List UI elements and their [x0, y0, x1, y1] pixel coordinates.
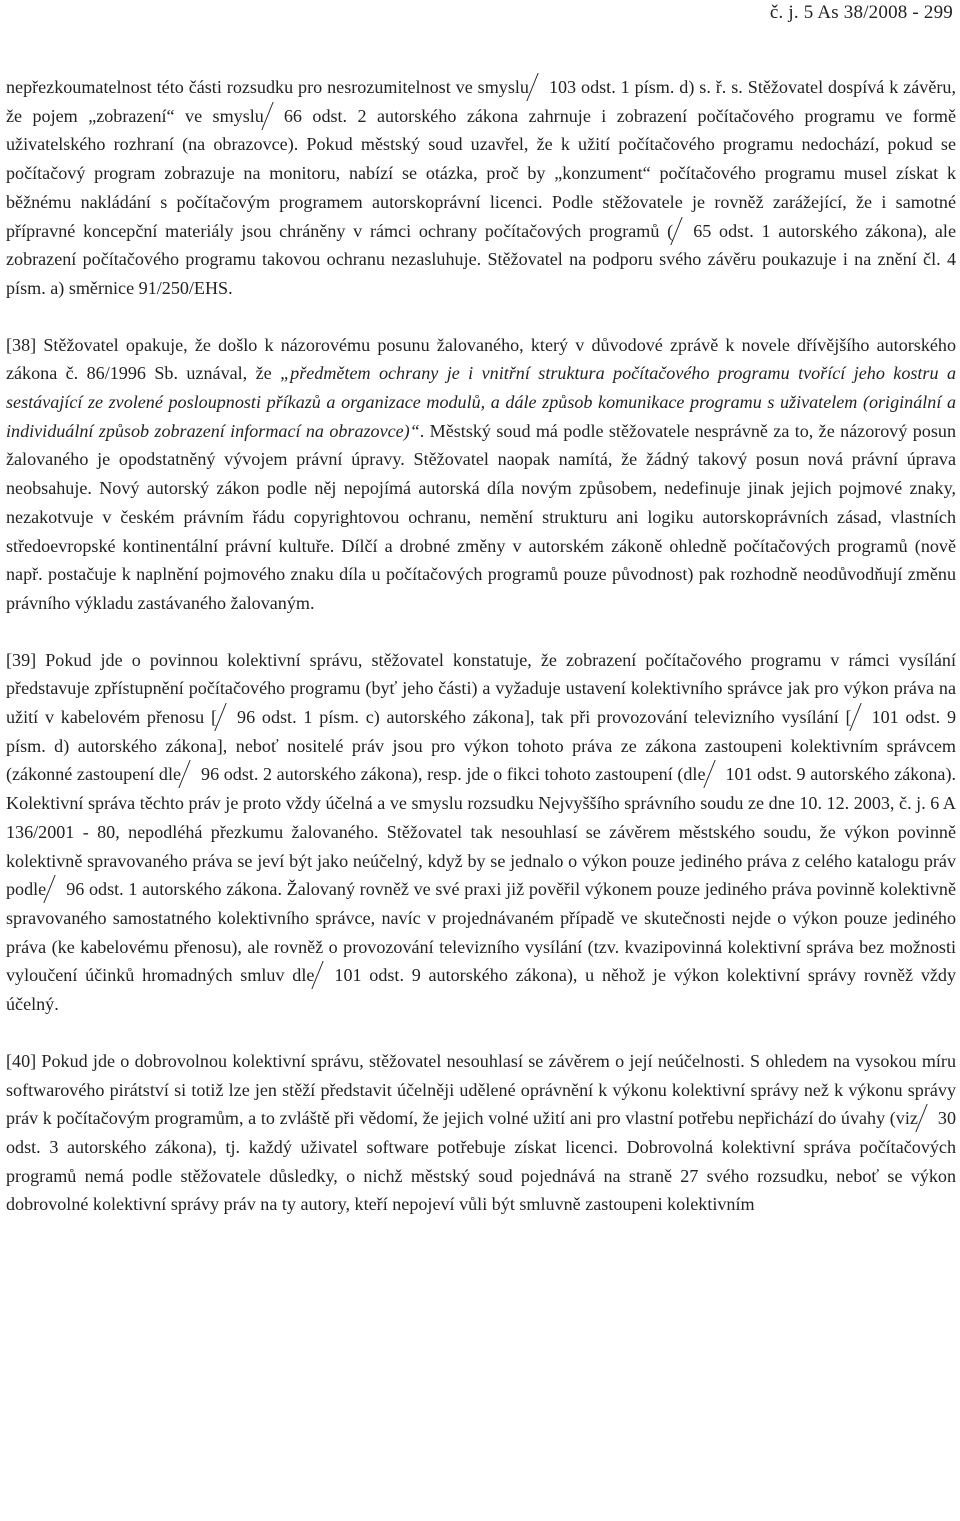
- text-segment: [39] Pokud jde o povinnou kolektivní správu, stěžovatel konstatuje, že zobrazení počítačového programu v rámci vysílání představuje zpřístupnění počítačového programu (byť jeho části) a vyžaduje ustavení kolektivního správce jak pro výkon práva na užití v kabelovém přenosu [: [6, 649, 956, 728]
- text-segment: nepřezkoumatelnost této části rozsudku pro nesrozumitelnost ve smyslu: [6, 77, 529, 97]
- section-sign-icon: [44, 875, 68, 903]
- text-segment: 30 odst. 3 autorského zákona), tj. každý uživatel software potřebuje získat licenci. Dobrovolná kolektivní správa počítačových programů nemá podle stěžovatele důsledky, o nichž městský soud pojednává na straně 27 svého rozsudku, neboť se výkon dobrovolné kolektivní správy práv na ty autory, kteří nepojeví vůli být smluvně zastoupeni kolektivním: [6, 1108, 956, 1215]
- text-segment: 101 odst. 9 autorského zákona), u něhož je výkon kolektivní správy rovněž vždy účelný.: [6, 965, 956, 1015]
- text-segment: 96 odst. 2 autorského zákona), resp. jde o fikci tohoto zastoupení (dle: [201, 764, 706, 785]
- section-sign-icon: [261, 102, 285, 130]
- paragraph-39: [6, 646, 956, 1019]
- section-sign-icon: [214, 703, 238, 731]
- text-segment: 66 odst. 2 autorského zákona zahrnuje i zobrazení počítačového programu ve formě uživatelského rozhraní (na obrazovce). Pokud městský soud uzavřel, že k užití počítačového programu nedochází, pokud se počítačový program zobrazuje na monitoru, nabízí se otázka, proč by „konzument“ počítačového programu musel získat k běžnému nakládání s počítačovým programem autorskoprávní licenci. Podle stěžovatele je rovněž zarážející, že i samotné přípravné koncepční materiály jsou chráněny v rámci ochrany počítačových programů (: [6, 105, 956, 241]
- text-segment: 65 odst. 1 autorského zákona), ale zobrazení počítačového programu takovou ochranu nezasluhuje. Stěžovatel na podporu svého závěru poukazuje i na znění čl. 4 písm. a) směrnice 91/250/EHS.: [6, 220, 956, 298]
- paragraph-40: [6, 1047, 956, 1219]
- section-sign-icon: [526, 73, 550, 101]
- section-sign-icon: [849, 703, 873, 731]
- text-segment: [40] Pokud jde o dobrovolnou kolektivní správu, stěžovatel nesouhlasí se závěrem o její neúčelnosti. S ohledem na vysokou míru softwarového pirátství si totiž lze jen stěží představit účelněji udělené oprávnění k výkonu kolektivní správy než k výkonu správy práv k počítačovým programům, a to zvláště při vědomí, že jejich volné užití ani pro vlastní potřebu nepřichází do úvahy (viz: [6, 1050, 956, 1129]
- paragraph-continuation: [6, 73, 956, 303]
- italic-quote: „předmětem ochrany je i vnitřní struktura počítačového programu tvořící jeho kostru a sestávající ze zvolené posloupnosti příkazů a organizace modulů, a dále způsob komunikace programu s uživatelem (originální a individuální způsob zobrazení informací na obrazovce)“: [6, 363, 956, 441]
- section-sign-icon: [915, 1104, 939, 1132]
- text-segment: 96 odst. 1 autorského zákona. Žalovaný rovněž ve své praxi již pověřil výkonem pouze jediného práva povinně kolektivně spravovaného samostatného kolektivního správce, navíc v projednávaném případě ve skutečnosti nejde o výkon pouze jediného práva (ke kabelovému přenosu), ale rovněž o provozování televizního vysílání (tzv. kvazipovinná kolektivní správa bez možnosti vyloučení účinků hromadných smluv dle: [6, 879, 956, 986]
- document-body: [6, 73, 956, 1219]
- section-sign-icon: [178, 760, 202, 788]
- text-segment: 103 odst. 1 písm. d) s. ř. s. Stěžovatel dospívá k závěru, že pojem „zobrazení“ ve smyslu: [6, 77, 956, 126]
- text-segment: 96 odst. 1 písm. c) autorského zákona], tak při provozování televizního vysílání [: [237, 707, 852, 728]
- text-segment: 101 odst. 9 autorského zákona). Kolektivní správa těchto práv je proto vždy účelná a ve smyslu rozsudku Nejvyššího správního soudu ze dne 10. 12. 2003, č. j. 6 A 136/2001 - 80, nepodléhá přezkumu žalovaného. Stěžovatel tak nesouhlasí se závěrem městského soudu, že výkon povinně kolektivně spravovaného práva se jeví být jako neúčelný, když by se jednalo o výkon pouze jediného práva z celého katalogu práv podle: [6, 764, 956, 900]
- case-number-header: č. j. 5 As 38/2008 - 299: [769, 2, 953, 23]
- text-segment: . Městský soud má podle stěžovatele nesprávně za to, že názorový posun žalovaného je opodstatněný vývojem právní úpravy. Stěžovatel naopak namítá, že žádný takový posun nová právní úprava neobsahuje. Nový autorský zákon podle něj nepojímá autorská díla novým způsobem, nedefinuje jinak jejich pojmové znaky, nezakotvuje v českém právním řádu copyrightovou ochranu, nemění strukturu ani logiku autorskoprávních zásad, vlastních středoevropské kontinentální právní kultuře. Dílčí a drobné změny v autorském zákoně ohledně počítačových programů (nově např. postačuje k naplnění pojmového znaku díla u počítačových programů pouze původnost) pak rozhodně neodůvodňují změnu právního výkladu zastávaného žalovaným.: [6, 420, 956, 613]
- section-sign-icon: [703, 760, 727, 788]
- text-segment: 101 odst. 9 písm. d) autorského zákona], neboť nositelé práv jsou pro výkon tohoto práva ze zákona zastoupeni kolektivním správcem (zákonné zastoupení dle: [6, 707, 957, 785]
- paragraph-38: [6, 331, 956, 618]
- text-segment: [38] Stěžovatel opakuje, že došlo k názorovému posunu žalovaného, který v důvodové zprávě k novele dřívějšího autorského zákona č. 86/1996 Sb. uznával, že: [6, 334, 956, 384]
- section-sign-icon: [671, 217, 695, 245]
- section-sign-icon: [312, 961, 336, 989]
